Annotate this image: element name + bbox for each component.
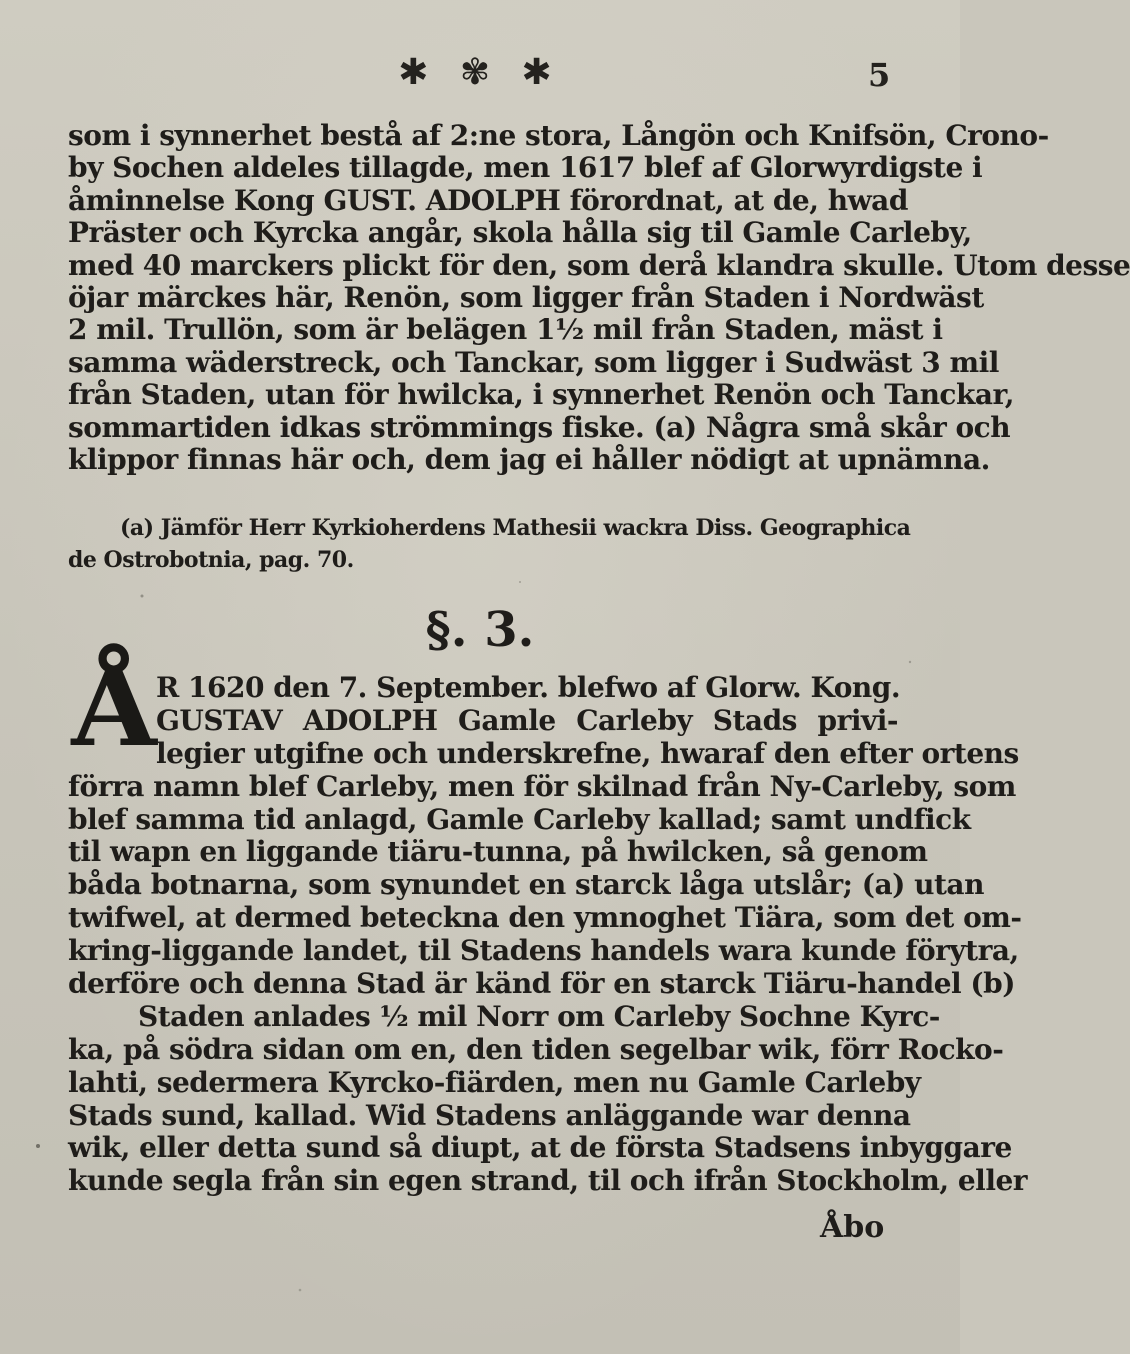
text-line: wik, eller detta sund så diupt, at de första Stadsens inbyggare [68, 1131, 1012, 1165]
text-line: åminnelse Kong GUST. ADOLPH förordnat, at de, hwad [68, 183, 908, 217]
text-line: kunde segla från sin egen strand, til och ifrån Stockholm, eller [68, 1164, 1028, 1198]
text-line: Staden anlades ½ mil Norr om Carleby Sochne Kyrc- [138, 999, 940, 1033]
text-line: by Sochen aldeles tillagde, men 1617 blef af Glorwyrdigste i [68, 151, 983, 185]
text-line: GUSTAV ADOLPH Gamle Carleby Stads privi- [156, 703, 898, 737]
text-line: ka, på södra sidan om en, den tiden segelbar wik, förr Rocko- [68, 1032, 1004, 1066]
text-line: R 1620 den 7. September. blefwo af Glorw. Kong. [156, 671, 901, 704]
footnote [68, 512, 911, 576]
text-line: 2 mil. Trullön, som är belägen 1½ mil från Staden, mäst i [68, 313, 943, 347]
text-line: lahti, sedermera Kyrcko-fiärden, men nu Gamle Carleby [68, 1065, 921, 1099]
section-heading: §. 3. [425, 602, 535, 658]
text-line: derföre och denna Stad är känd för en starck Tiäru-handel (b) [68, 967, 1015, 1001]
drop-cap: Å [71, 642, 157, 771]
paragraph-1 [68, 119, 1130, 476]
text-line: kring-liggande landet, til Stadens handels wara kunde förytra, [68, 934, 1019, 968]
text-line: båda botnarna, som synundet en starck låga utslår; (a) utan [68, 868, 984, 902]
paragraph-2 [68, 671, 1028, 1198]
text-line: blef samma tid anlagd, Gamle Carleby kallad; samt undfick [68, 802, 971, 836]
text-line: legier utgifne och underskrefne, hwaraf den efter ortens [156, 736, 1019, 770]
text-line: sommartiden idkas strömmings fiske. (a) Några små skår och [68, 410, 1011, 444]
page-header [0, 52, 960, 102]
text-line: öjar märckes här, Renön, som ligger från Staden i Nordwäst [68, 280, 984, 314]
page-number: 5 [868, 56, 891, 94]
text-line: twifwel, at dermed beteckna den ymnoghet Tiära, som det om- [68, 901, 1022, 935]
header-ornament: ✱ ✾ ✱ [398, 52, 562, 93]
footnote-line: (a) Jämför Herr Kyrkioherdens Mathesii wackra Diss. Geographica [120, 515, 911, 541]
text-line: från Staden, utan för hwilcka, i synnerhet Renön och Tanckar, [68, 378, 1014, 412]
text-line: förra namn blef Carleby, men för skilnad från Ny-Carleby, som [68, 769, 1016, 803]
text-line: som i synnerhet bestå af 2:ne stora, Långön och Knifsön, Crono- [68, 119, 1049, 152]
text-line: Präster och Kyrcka angår, skola hålla sig til Gamle Carleby, [68, 216, 972, 250]
footnote-line: de Ostrobotnia, pag. 70. [68, 547, 354, 573]
text-line: samma wäderstreck, och Tanckar, som ligger i Sudwäst 3 mil [68, 345, 999, 379]
text-line: til wapn en liggande tiäru-tunna, på hwilcken, så genom [68, 835, 928, 869]
text-line: Stads sund, kallad. Wid Stadens anläggande war denna [68, 1098, 911, 1132]
text-line: klippor finnas här och, dem jag ei håller nödigt at upnämna. [68, 442, 990, 476]
text-line: med 40 marckers plickt för den, som derå klandra skulle. Utom desse [68, 248, 1130, 282]
catchword: Åbo [820, 1210, 885, 1245]
